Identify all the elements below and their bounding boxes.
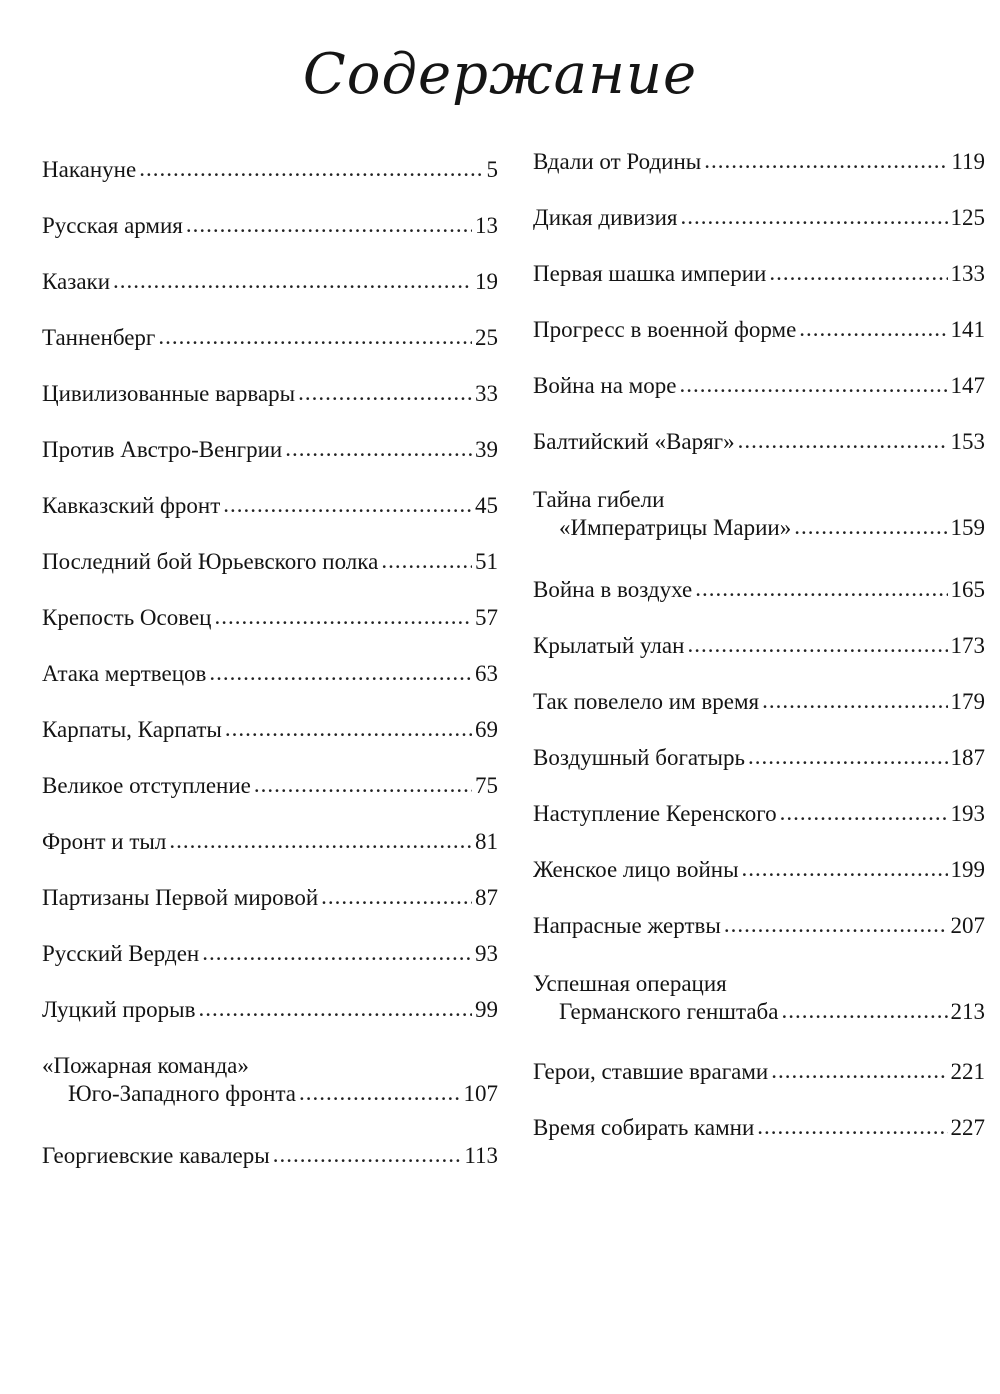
entry-page: 107 — [463, 1081, 498, 1106]
toc-entry[interactable] — [533, 632, 985, 660]
entry-title: «Пожарная команда» — [42, 1053, 249, 1078]
toc-entry[interactable] — [42, 492, 498, 520]
entry-page: 119 — [951, 149, 985, 174]
entry-title: Танненберг — [42, 325, 156, 350]
entry-title: Карпаты, Карпаты — [42, 717, 222, 742]
entry-title: Георгиевские кавалеры — [42, 1143, 270, 1168]
entry-title: Казаки — [42, 269, 111, 294]
entry-title: Тайна гибели — [533, 487, 665, 512]
entry-page: 69 — [475, 717, 498, 742]
dot-leader — [762, 687, 947, 715]
toc-entry[interactable] — [42, 716, 498, 744]
entry-title-continued: «Императрицы Марии» — [559, 515, 792, 540]
toc-entry[interactable] — [42, 1142, 498, 1170]
toc-entry[interactable] — [533, 486, 985, 542]
entry-page: 113 — [464, 1143, 498, 1168]
dot-leader — [169, 827, 472, 855]
entry-page: 25 — [475, 325, 498, 350]
entry-page: 57 — [475, 605, 498, 630]
entry-page: 125 — [950, 205, 985, 230]
toc-entry[interactable] — [533, 912, 985, 940]
toc-entry[interactable] — [42, 548, 498, 576]
dot-leader — [695, 575, 947, 603]
entry-page: 45 — [475, 493, 498, 518]
dot-leader — [757, 1113, 947, 1141]
entry-title: Женское лицо войны — [533, 857, 739, 882]
entry-title: Цивилизованные варвары — [42, 381, 296, 406]
dot-leader — [299, 1079, 461, 1107]
dot-leader — [254, 771, 472, 799]
dot-leader — [215, 603, 473, 631]
entry-page: 13 — [475, 213, 498, 238]
entry-page: 153 — [950, 429, 985, 454]
entry-title: Фронт и тыл — [42, 829, 167, 854]
toc-entry[interactable] — [533, 688, 985, 716]
dot-leader — [285, 435, 472, 463]
dot-leader — [781, 997, 947, 1025]
dot-leader — [748, 743, 948, 771]
dot-leader — [724, 911, 948, 939]
dot-leader — [681, 203, 948, 231]
toc-entry[interactable] — [533, 148, 985, 176]
entry-title: Так повелело им время — [533, 689, 760, 714]
page-title: Содержание — [302, 42, 698, 107]
toc-entry[interactable] — [42, 660, 498, 688]
entry-title: Балтийский «Варяг» — [533, 429, 735, 454]
dot-leader — [742, 855, 948, 883]
entry-title-continued: Юго-Западного фронта — [68, 1081, 296, 1106]
entry-title: Герои, ставшие врагами — [533, 1059, 769, 1084]
toc-entry[interactable] — [533, 856, 985, 884]
entry-page: 173 — [950, 633, 985, 658]
toc-entry[interactable] — [42, 940, 498, 968]
entry-page: 193 — [950, 801, 985, 826]
entry-title: Успешная операция — [533, 971, 727, 996]
entry-title: Последний бой Юрьевского полка — [42, 549, 379, 574]
entry-title: Дикая дивизия — [533, 205, 678, 230]
entry-title: Война в воздухе — [533, 577, 693, 602]
entry-title: Атака мертвецов — [42, 661, 207, 686]
dot-leader — [199, 995, 473, 1023]
entry-title: Наступление Керенского — [533, 801, 777, 826]
entry-page: 141 — [950, 317, 985, 342]
dot-leader — [202, 939, 472, 967]
entry-title: Луцкий прорыв — [42, 997, 196, 1022]
toc-entry[interactable] — [533, 372, 985, 400]
entry-title: Воздушный богатырь — [533, 745, 745, 770]
dot-leader — [780, 799, 948, 827]
entry-page: 187 — [950, 745, 985, 770]
dot-leader — [738, 427, 948, 455]
entry-page: 63 — [475, 661, 498, 686]
entry-title: Крылатый улан — [533, 633, 685, 658]
toc-entry[interactable] — [533, 316, 985, 344]
toc-entry[interactable] — [533, 260, 985, 288]
dot-leader — [186, 211, 472, 239]
toc-entry[interactable] — [42, 156, 498, 184]
dot-leader — [799, 315, 947, 343]
entry-page: 93 — [475, 941, 498, 966]
toc-entry[interactable] — [533, 576, 985, 604]
entry-page: 159 — [950, 515, 985, 540]
dot-leader — [769, 259, 947, 287]
entry-title: Напрасные жертвы — [533, 913, 721, 938]
dot-leader — [223, 491, 472, 519]
toc-entry[interactable] — [533, 1058, 985, 1086]
toc-entry[interactable] — [42, 268, 498, 296]
toc-entry[interactable] — [533, 744, 985, 772]
dot-leader — [321, 883, 472, 911]
entry-page: 5 — [486, 157, 498, 182]
dot-leader — [381, 547, 472, 575]
toc-entry[interactable] — [42, 828, 498, 856]
toc-entry[interactable] — [42, 436, 498, 464]
entry-page: 39 — [475, 437, 498, 462]
toc-entry[interactable] — [42, 380, 498, 408]
entry-page: 165 — [950, 577, 985, 602]
dot-leader — [225, 715, 472, 743]
entry-title: Против Австро-Венгрии — [42, 437, 283, 462]
dot-leader — [794, 513, 947, 541]
entry-page: 81 — [475, 829, 498, 854]
entry-page: 221 — [950, 1059, 985, 1084]
entry-page: 227 — [950, 1115, 985, 1140]
entry-title: Крепость Осовец — [42, 605, 212, 630]
entry-title: Вдали от Родины — [533, 149, 702, 174]
dot-leader — [158, 323, 472, 351]
entry-page: 51 — [475, 549, 498, 574]
entry-title: Русская армия — [42, 213, 183, 238]
toc-entry[interactable] — [533, 970, 985, 1026]
entry-title: Прогресс в военной форме — [533, 317, 797, 342]
dot-leader — [113, 267, 472, 295]
toc-entry[interactable] — [533, 800, 985, 828]
entry-page: 207 — [950, 913, 985, 938]
entry-page: 133 — [950, 261, 985, 286]
dot-leader — [679, 371, 947, 399]
toc-entry[interactable] — [42, 604, 498, 632]
toc-entry[interactable] — [42, 324, 498, 352]
toc-entry[interactable] — [42, 1052, 498, 1108]
entry-page: 199 — [950, 857, 985, 882]
toc-entry[interactable] — [42, 884, 498, 912]
toc-entry[interactable] — [42, 996, 498, 1024]
entry-title: Великое отступление — [42, 773, 251, 798]
toc-entry[interactable] — [533, 204, 985, 232]
entry-title-continued: Германского генштаба — [559, 999, 779, 1024]
entry-page: 147 — [950, 373, 985, 398]
dot-leader — [704, 147, 948, 175]
dot-leader — [209, 659, 472, 687]
entry-title: Накануне — [42, 157, 137, 182]
entry-page: 33 — [475, 381, 498, 406]
entry-title: Первая шашка империи — [533, 261, 767, 286]
dot-leader — [273, 1141, 462, 1169]
dot-leader — [139, 155, 483, 183]
entry-page: 19 — [475, 269, 498, 294]
toc-entry[interactable] — [42, 212, 498, 240]
entry-title: Кавказский фронт — [42, 493, 221, 518]
entry-title: Русский Верден — [42, 941, 200, 966]
toc-entry[interactable] — [42, 772, 498, 800]
toc-entry[interactable] — [533, 1114, 985, 1142]
entry-title: Партизаны Первой мировой — [42, 885, 319, 910]
entry-page: 87 — [475, 885, 498, 910]
toc-entry[interactable] — [533, 428, 985, 456]
entry-page: 99 — [475, 997, 498, 1022]
dot-leader — [771, 1057, 947, 1085]
entry-title: Война на море — [533, 373, 677, 398]
entry-page: 179 — [950, 689, 985, 714]
entry-page: 213 — [950, 999, 985, 1024]
dot-leader — [298, 379, 472, 407]
dot-leader — [687, 631, 947, 659]
entry-page: 75 — [475, 773, 498, 798]
entry-title: Время собирать камни — [533, 1115, 755, 1140]
